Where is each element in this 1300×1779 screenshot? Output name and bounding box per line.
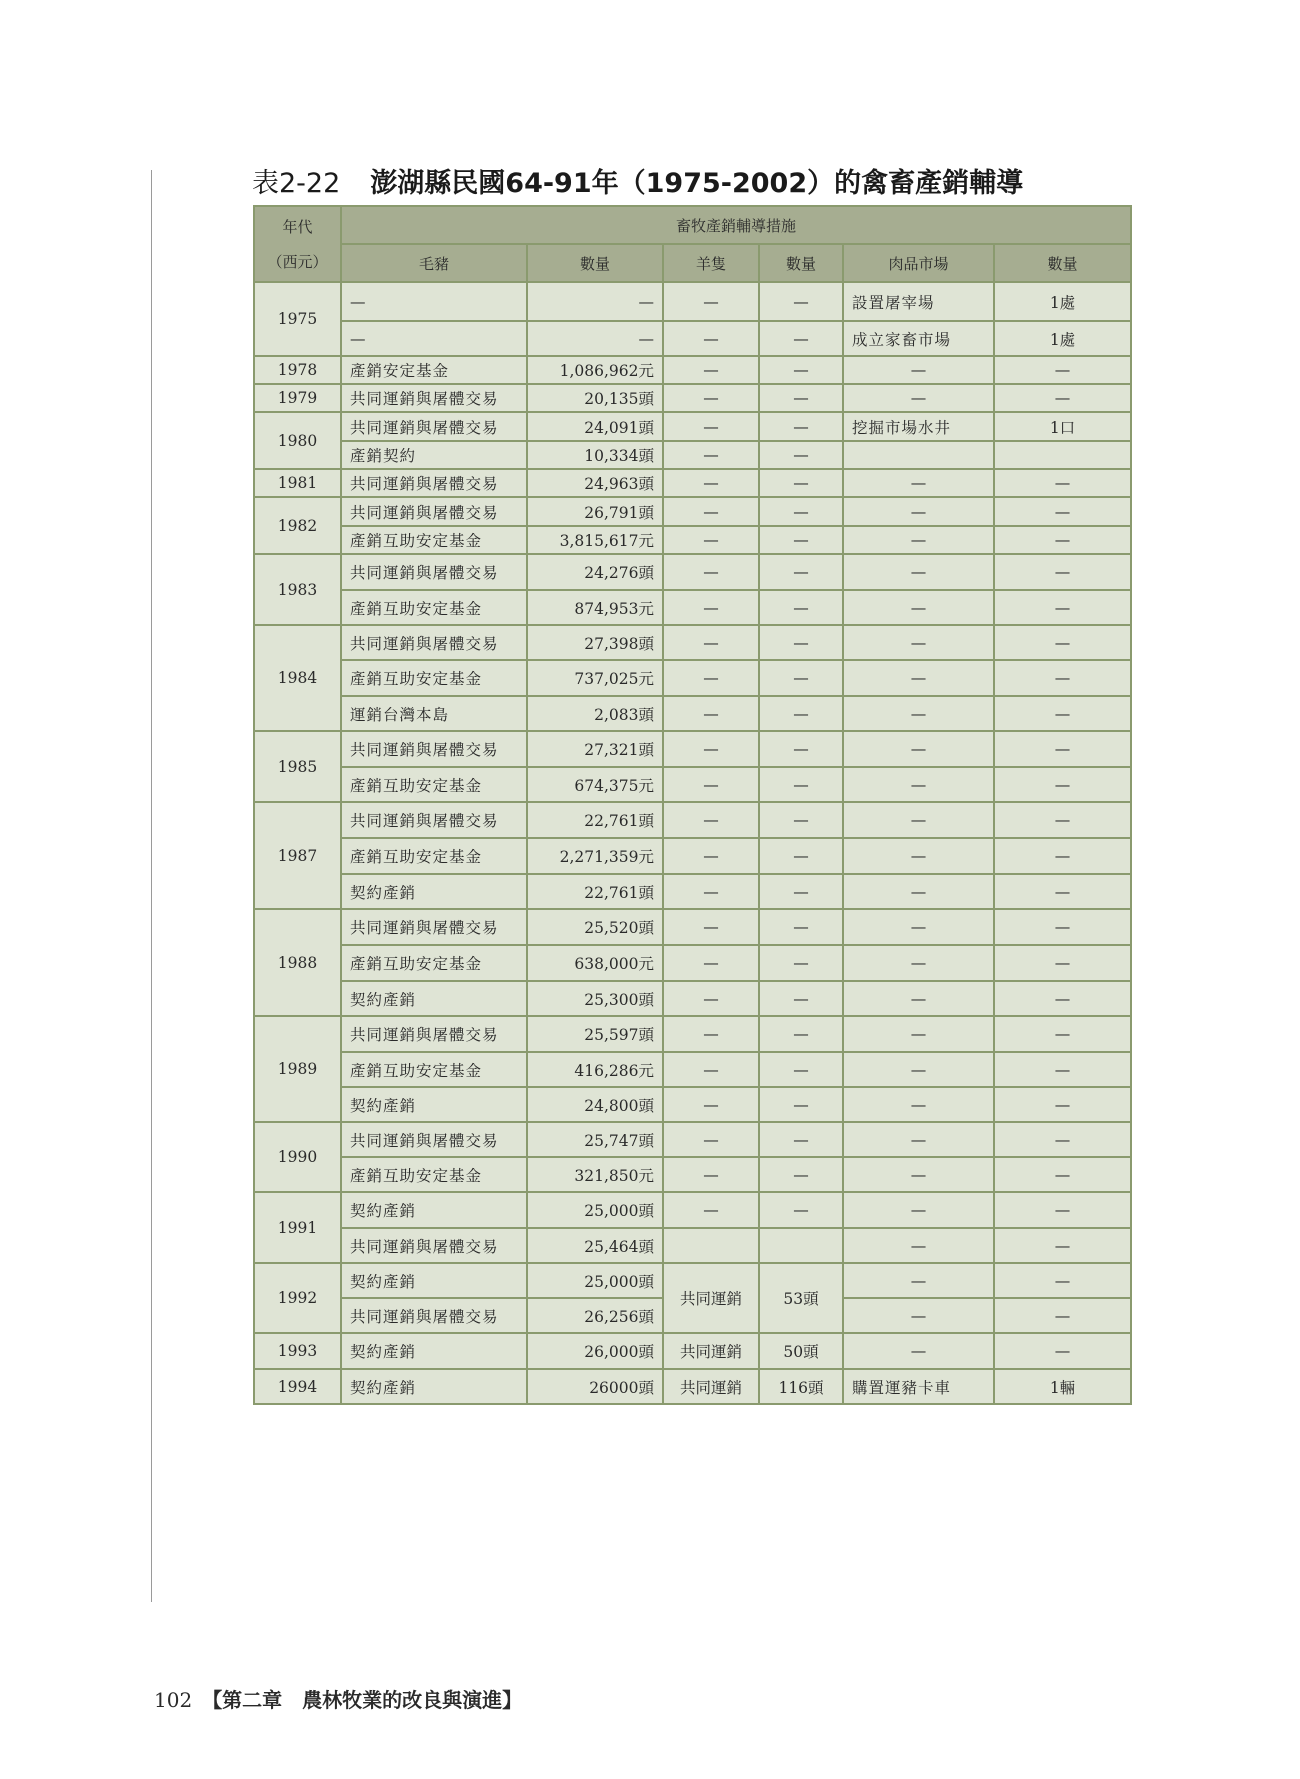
table-row: [254, 1263, 1131, 1298]
pig-quantity-cell: 24,276頭: [527, 554, 663, 590]
market-measure-cell: —: [843, 1157, 994, 1192]
table-number: 表2-22: [252, 168, 341, 199]
table-row: [254, 590, 1131, 625]
market-quantity-cell: —: [994, 909, 1131, 945]
pig-measure-cell: 契約產銷: [341, 1333, 527, 1369]
table-row: [254, 497, 1131, 526]
pig-measure-cell: —: [341, 282, 527, 321]
pig-measure-cell: 共同運銷與屠體交易: [341, 554, 527, 590]
table-row: [254, 1157, 1131, 1192]
goat-quantity-cell: —: [759, 412, 843, 441]
market-measure-cell: [843, 441, 994, 469]
table-row: [254, 1369, 1131, 1404]
goat-quantity-cell: —: [759, 356, 843, 384]
goat-measure-cell: —: [663, 1157, 759, 1192]
goat-quantity-cell: —: [759, 981, 843, 1016]
market-quantity-cell: —: [994, 356, 1131, 384]
market-quantity-cell: —: [994, 625, 1131, 660]
table-row: [254, 731, 1131, 767]
goat-quantity-cell: —: [759, 384, 843, 412]
pig-quantity-cell: 22,761頭: [527, 802, 663, 838]
market-measure-cell: —: [843, 625, 994, 660]
goat-measure-cell: —: [663, 1192, 759, 1228]
market-quantity-cell: —: [994, 1087, 1131, 1122]
table-row: [254, 660, 1131, 696]
market-measure-cell: —: [843, 945, 994, 981]
market-measure-cell: 挖掘市場水井: [843, 412, 994, 441]
market-quantity-cell: —: [994, 1228, 1131, 1263]
goat-measure-cell: —: [663, 1087, 759, 1122]
pig-quantity-cell: 638,000元: [527, 945, 663, 981]
goat-quantity-cell: —: [759, 660, 843, 696]
pig-measure-cell: 產銷互助安定基金: [341, 1052, 527, 1087]
goat-measure-cell: —: [663, 909, 759, 945]
header-market-qty: 數量: [994, 244, 1131, 282]
market-quantity-cell: —: [994, 590, 1131, 625]
table-row: [254, 945, 1131, 981]
pig-measure-cell: 產銷互助安定基金: [341, 1157, 527, 1192]
market-measure-cell: —: [843, 356, 994, 384]
page-footer: [154, 1684, 522, 1713]
goat-quantity-cell: —: [759, 590, 843, 625]
market-measure-cell: —: [843, 909, 994, 945]
pig-measure-cell: 產銷互助安定基金: [341, 945, 527, 981]
goat-measure-cell: —: [663, 696, 759, 731]
market-measure-cell: —: [843, 874, 994, 909]
market-measure-cell: —: [843, 554, 994, 590]
pig-measure-cell: 共同運銷與屠體交易: [341, 469, 527, 497]
table-row: [254, 526, 1131, 554]
market-quantity-cell: 1處: [994, 321, 1131, 356]
market-measure-cell: 成立家畜市場: [843, 321, 994, 356]
goat-quantity-cell: —: [759, 874, 843, 909]
table-row: [254, 356, 1131, 384]
pig-measure-cell: 產銷互助安定基金: [341, 767, 527, 802]
goat-quantity-cell: —: [759, 909, 843, 945]
pig-measure-cell: 契約產銷: [341, 1087, 527, 1122]
table-row: [254, 696, 1131, 731]
goat-measure-cell: —: [663, 356, 759, 384]
market-measure-cell: —: [843, 526, 994, 554]
market-quantity-cell: —: [994, 384, 1131, 412]
goat-measure-cell: 共同運銷: [663, 1333, 759, 1369]
market-measure-cell: 購置運豬卡車: [843, 1369, 994, 1404]
header-year-sub: （西元）: [267, 253, 328, 271]
market-quantity-cell: —: [994, 802, 1131, 838]
pig-quantity-cell: 25,300頭: [527, 981, 663, 1016]
market-measure-cell: —: [843, 696, 994, 731]
market-measure-cell: 設置屠宰場: [843, 282, 994, 321]
goat-measure-cell: —: [663, 874, 759, 909]
market-measure-cell: —: [843, 838, 994, 874]
market-quantity-cell: —: [994, 945, 1131, 981]
goat-quantity-cell: —: [759, 767, 843, 802]
header-goat: 羊隻: [663, 244, 759, 282]
goat-quantity-cell: 50頭: [759, 1333, 843, 1369]
pig-measure-cell: 契約產銷: [341, 1263, 527, 1298]
pig-quantity-cell: 26,000頭: [527, 1333, 663, 1369]
market-measure-cell: —: [843, 497, 994, 526]
goat-quantity-cell: —: [759, 838, 843, 874]
table-row: [254, 802, 1131, 838]
pig-quantity-cell: 25,464頭: [527, 1228, 663, 1263]
goat-measure-cell: —: [663, 321, 759, 356]
market-quantity-cell: —: [994, 554, 1131, 590]
market-quantity-cell: —: [994, 767, 1131, 802]
goat-measure-cell: —: [663, 802, 759, 838]
pig-quantity-cell: 321,850元: [527, 1157, 663, 1192]
table-row: [254, 767, 1131, 802]
market-quantity-cell: —: [994, 497, 1131, 526]
pig-quantity-cell: 674,375元: [527, 767, 663, 802]
year-cell: 1984: [254, 625, 341, 731]
goat-quantity-cell: —: [759, 625, 843, 660]
pig-measure-cell: 契約產銷: [341, 874, 527, 909]
goat-quantity-cell: 53頭: [759, 1263, 843, 1333]
goat-quantity-cell: —: [759, 1016, 843, 1052]
year-cell: 1983: [254, 554, 341, 625]
pig-quantity-cell: 24,963頭: [527, 469, 663, 497]
table-header: [254, 206, 1131, 282]
market-quantity-cell: —: [994, 1192, 1131, 1228]
pig-measure-cell: 共同運銷與屠體交易: [341, 625, 527, 660]
market-measure-cell: —: [843, 1087, 994, 1122]
goat-quantity-cell: —: [759, 321, 843, 356]
header-pig-qty: 數量: [527, 244, 663, 282]
market-measure-cell: —: [843, 767, 994, 802]
pig-quantity-cell: 737,025元: [527, 660, 663, 696]
year-cell: 1993: [254, 1333, 341, 1369]
year-cell: 1988: [254, 909, 341, 1016]
year-cell: 1991: [254, 1192, 341, 1263]
goat-measure-cell: —: [663, 590, 759, 625]
pig-quantity-cell: 20,135頭: [527, 384, 663, 412]
goat-quantity-cell: —: [759, 441, 843, 469]
pig-quantity-cell: 416,286元: [527, 1052, 663, 1087]
pig-quantity-cell: 25,597頭: [527, 1016, 663, 1052]
market-measure-cell: —: [843, 1122, 994, 1157]
goat-measure-cell: —: [663, 838, 759, 874]
table-row: [254, 1228, 1131, 1263]
goat-measure-cell: —: [663, 660, 759, 696]
pig-measure-cell: —: [341, 321, 527, 356]
table-title-text: 澎湖縣民國64-91年（1975-2002）的禽畜產銷輔導: [370, 168, 1024, 199]
pig-quantity-cell: 24,091頭: [527, 412, 663, 441]
pig-measure-cell: 產銷互助安定基金: [341, 590, 527, 625]
header-year-label: 年代: [282, 218, 313, 236]
year-cell: 1979: [254, 384, 341, 412]
goat-measure-cell: —: [663, 497, 759, 526]
market-measure-cell: —: [843, 981, 994, 1016]
market-quantity-cell: —: [994, 526, 1131, 554]
pig-quantity-cell: 874,953元: [527, 590, 663, 625]
pig-measure-cell: 契約產銷: [341, 1192, 527, 1228]
page-number: 102: [154, 1688, 193, 1712]
market-measure-cell: —: [843, 590, 994, 625]
pig-measure-cell: 契約產銷: [341, 1369, 527, 1404]
goat-measure-cell: —: [663, 526, 759, 554]
pig-quantity-cell: 26000頭: [527, 1369, 663, 1404]
market-measure-cell: —: [843, 660, 994, 696]
pig-quantity-cell: 2,083頭: [527, 696, 663, 731]
table-row: [254, 554, 1131, 590]
goat-measure-cell: [663, 1228, 759, 1263]
header-goat-qty: 數量: [759, 244, 843, 282]
goat-measure-cell: 共同運銷: [663, 1263, 759, 1333]
goat-measure-cell: —: [663, 731, 759, 767]
market-quantity-cell: [994, 441, 1131, 469]
market-measure-cell: —: [843, 731, 994, 767]
market-quantity-cell: 1口: [994, 412, 1131, 441]
table-row: [254, 838, 1131, 874]
table-row: [254, 321, 1131, 356]
pig-quantity-cell: 24,800頭: [527, 1087, 663, 1122]
goat-quantity-cell: —: [759, 731, 843, 767]
goat-quantity-cell: —: [759, 696, 843, 731]
goat-measure-cell: —: [663, 469, 759, 497]
pig-measure-cell: 共同運銷與屠體交易: [341, 384, 527, 412]
year-cell: 1987: [254, 802, 341, 909]
year-cell: 1992: [254, 1263, 341, 1333]
year-cell: 1981: [254, 469, 341, 497]
market-quantity-cell: —: [994, 1263, 1131, 1298]
year-cell: 1989: [254, 1016, 341, 1122]
market-measure-cell: —: [843, 1052, 994, 1087]
table-row: [254, 981, 1131, 1016]
goat-measure-cell: —: [663, 1016, 759, 1052]
market-quantity-cell: —: [994, 1122, 1131, 1157]
market-measure-cell: —: [843, 1298, 994, 1333]
pig-measure-cell: 共同運銷與屠體交易: [341, 1122, 527, 1157]
goat-measure-cell: —: [663, 981, 759, 1016]
table-row: [254, 1052, 1131, 1087]
pig-quantity-cell: 27,321頭: [527, 731, 663, 767]
pig-measure-cell: 共同運銷與屠體交易: [341, 1298, 527, 1333]
market-quantity-cell: 1處: [994, 282, 1131, 321]
goat-quantity-cell: —: [759, 469, 843, 497]
table-row: [254, 384, 1131, 412]
pig-quantity-cell: 22,761頭: [527, 874, 663, 909]
pig-quantity-cell: 26,256頭: [527, 1298, 663, 1333]
goat-measure-cell: —: [663, 441, 759, 469]
pig-measure-cell: 共同運銷與屠體交易: [341, 1228, 527, 1263]
year-cell: 1978: [254, 356, 341, 384]
pig-measure-cell: 運銷台灣本島: [341, 696, 527, 731]
goat-measure-cell: —: [663, 384, 759, 412]
goat-quantity-cell: —: [759, 945, 843, 981]
goat-quantity-cell: 116頭: [759, 1369, 843, 1404]
pig-measure-cell: 產銷安定基金: [341, 356, 527, 384]
goat-quantity-cell: —: [759, 1087, 843, 1122]
market-measure-cell: —: [843, 1016, 994, 1052]
market-measure-cell: —: [843, 384, 994, 412]
market-quantity-cell: —: [994, 469, 1131, 497]
table-row: [254, 909, 1131, 945]
pig-quantity-cell: 25,520頭: [527, 909, 663, 945]
chapter-label: 【第二章 農林牧業的改良與演進】: [202, 1688, 523, 1712]
market-quantity-cell: —: [994, 981, 1131, 1016]
market-quantity-cell: —: [994, 874, 1131, 909]
table-row: [254, 441, 1131, 469]
goat-measure-cell: —: [663, 625, 759, 660]
goat-measure-cell: —: [663, 412, 759, 441]
market-measure-cell: —: [843, 1192, 994, 1228]
goat-quantity-cell: —: [759, 1157, 843, 1192]
pig-measure-cell: 共同運銷與屠體交易: [341, 412, 527, 441]
table-row: [254, 1122, 1131, 1157]
market-measure-cell: —: [843, 469, 994, 497]
market-quantity-cell: —: [994, 660, 1131, 696]
year-cell: 1980: [254, 412, 341, 469]
table-row: [254, 412, 1131, 441]
pig-measure-cell: 產銷契約: [341, 441, 527, 469]
pig-measure-cell: 產銷互助安定基金: [341, 526, 527, 554]
market-measure-cell: —: [843, 1228, 994, 1263]
goat-measure-cell: —: [663, 1122, 759, 1157]
goat-measure-cell: —: [663, 554, 759, 590]
pig-quantity-cell: 26,791頭: [527, 497, 663, 526]
table-row: [254, 1333, 1131, 1369]
pig-quantity-cell: —: [527, 321, 663, 356]
market-quantity-cell: —: [994, 1052, 1131, 1087]
header-group: 畜牧產銷輔導措施: [341, 206, 1131, 244]
pig-measure-cell: 產銷互助安定基金: [341, 838, 527, 874]
goat-measure-cell: —: [663, 945, 759, 981]
pig-measure-cell: 共同運銷與屠體交易: [341, 802, 527, 838]
header-pig: 毛豬: [341, 244, 527, 282]
market-measure-cell: —: [843, 802, 994, 838]
year-cell: 1975: [254, 282, 341, 356]
goat-quantity-cell: —: [759, 1122, 843, 1157]
margin-rule: [151, 170, 152, 1602]
market-quantity-cell: 1輛: [994, 1369, 1131, 1404]
table-title: [252, 161, 1023, 200]
pig-quantity-cell: 3,815,617元: [527, 526, 663, 554]
market-quantity-cell: —: [994, 1157, 1131, 1192]
pig-quantity-cell: 25,000頭: [527, 1263, 663, 1298]
pig-quantity-cell: 2,271,359元: [527, 838, 663, 874]
goat-measure-cell: —: [663, 1052, 759, 1087]
pig-measure-cell: 產銷互助安定基金: [341, 660, 527, 696]
pig-quantity-cell: 25,747頭: [527, 1122, 663, 1157]
goat-quantity-cell: —: [759, 526, 843, 554]
market-quantity-cell: —: [994, 1016, 1131, 1052]
pig-quantity-cell: 25,000頭: [527, 1192, 663, 1228]
market-quantity-cell: —: [994, 1298, 1131, 1333]
market-measure-cell: —: [843, 1263, 994, 1298]
pig-quantity-cell: —: [527, 282, 663, 321]
table-row: [254, 469, 1131, 497]
goat-quantity-cell: —: [759, 1192, 843, 1228]
goat-quantity-cell: —: [759, 282, 843, 321]
pig-measure-cell: 共同運銷與屠體交易: [341, 909, 527, 945]
goat-measure-cell: —: [663, 767, 759, 802]
market-quantity-cell: —: [994, 731, 1131, 767]
goat-measure-cell: —: [663, 282, 759, 321]
table-row: [254, 874, 1131, 909]
year-cell: 1990: [254, 1122, 341, 1192]
pig-measure-cell: 共同運銷與屠體交易: [341, 731, 527, 767]
pig-measure-cell: 共同運銷與屠體交易: [341, 1016, 527, 1052]
year-cell: 1994: [254, 1369, 341, 1404]
table-row: [254, 625, 1131, 660]
pig-quantity-cell: 10,334頭: [527, 441, 663, 469]
table-row: [254, 1192, 1131, 1228]
pig-measure-cell: 共同運銷與屠體交易: [341, 497, 527, 526]
goat-quantity-cell: —: [759, 554, 843, 590]
table-row: [254, 282, 1131, 321]
header-year: [254, 206, 341, 282]
livestock-table: [253, 205, 1132, 1405]
market-quantity-cell: —: [994, 838, 1131, 874]
goat-quantity-cell: —: [759, 497, 843, 526]
table-row: [254, 1016, 1131, 1052]
table-row: [254, 1087, 1131, 1122]
market-quantity-cell: —: [994, 1333, 1131, 1369]
header-market: 肉品市場: [843, 244, 994, 282]
year-cell: 1982: [254, 497, 341, 554]
table-body: [254, 282, 1131, 1404]
pig-quantity-cell: 1,086,962元: [527, 356, 663, 384]
market-quantity-cell: —: [994, 696, 1131, 731]
pig-measure-cell: 契約產銷: [341, 981, 527, 1016]
year-cell: 1985: [254, 731, 341, 802]
goat-quantity-cell: [759, 1228, 843, 1263]
market-measure-cell: —: [843, 1333, 994, 1369]
goat-quantity-cell: —: [759, 1052, 843, 1087]
goat-quantity-cell: —: [759, 802, 843, 838]
pig-quantity-cell: 27,398頭: [527, 625, 663, 660]
goat-measure-cell: 共同運銷: [663, 1369, 759, 1404]
